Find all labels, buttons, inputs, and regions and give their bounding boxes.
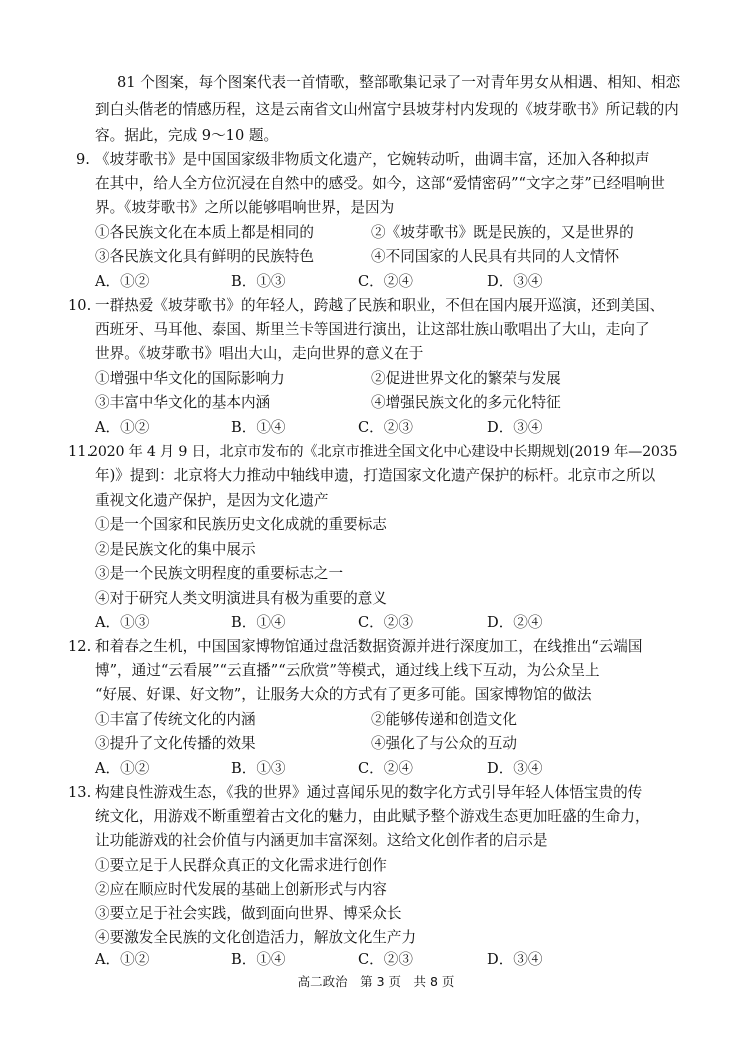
question-number: 13. — [68, 784, 92, 801]
option-item: ④要激发全民族的文化创造活力，解放文化生产力 — [95, 929, 417, 946]
question-stem: 《坡芽歌书》是中国国家级非物质文化遗产，它婉转动听，曲调丰富，还加入各种拟声 — [95, 151, 650, 168]
option-item: ④增强民族文化的多元化特征 — [371, 394, 561, 411]
answer-choice: D．③④ — [487, 273, 543, 290]
question-stem: 让功能游戏的社会价值与内涵更加丰富深刻。这给文化创作者的启示是 — [95, 832, 548, 849]
intro-line: 81 个图案，每个图案代表一首情歌，整部歌集记录了一对青年男女从相遇、相知、相恋 — [117, 74, 681, 91]
answer-choice: A．①② — [95, 760, 150, 777]
question-stem: 一群热爱《坡芽歌书》的年轻人，跨越了民族和职业，不但在国内展开巡演，还到美国、 — [95, 297, 665, 314]
option-item: ④对于研究人类文明演进具有极为重要的意义 — [95, 590, 387, 607]
question-stem: 博”，通过“云看展”“云直播”“云欣赏”等模式，通过线上线下互动，为公众呈上 — [95, 662, 600, 679]
answer-choice: B．①③ — [231, 273, 286, 290]
option-item: ①要立足于人民群众真正的文化需求进行创作 — [95, 857, 387, 874]
answer-choice: D．③④ — [487, 419, 543, 436]
question-stem: 2020 年 4 月 9 日，北京市发布的《北京市推进全国文化中心建设中长期规划(2019 年—2035 — [89, 444, 678, 460]
question-stem: 构建良性游戏生态，《我的世界》通过喜闻乐见的数字化方式引导年轻人体悟宝贵的传 — [95, 784, 643, 801]
option-item: ④强化了与公众的互动 — [371, 735, 517, 752]
question-number: 12. — [68, 638, 92, 655]
answer-choice: B．①④ — [231, 951, 286, 968]
answer-choice: A．①② — [95, 419, 150, 436]
question-stem: 统文化，用游戏不断重塑着古文化的魅力，由此赋予整个游戏生态更加旺盛的生命力， — [95, 808, 650, 825]
answer-choice: C．②④ — [358, 273, 413, 290]
question-stem: 界。《坡芽歌书》之所以能够唱响世界，是因为 — [95, 199, 395, 216]
option-item: ③要立足于社会实践，做到面向世界、博采众长 — [95, 905, 402, 922]
answer-choice: B．①④ — [231, 614, 286, 631]
answer-choice: C．②③ — [358, 614, 413, 631]
option-item: ③丰富中华文化的基本内涵 — [95, 394, 271, 411]
option-item: ④不同国家的人民具有共同的人文情怀 — [371, 248, 620, 265]
option-item: ②应在顺应时代发展的基础上创新形式与内容 — [95, 881, 387, 898]
option-item: ①各民族文化在本质上都是相同的 — [95, 224, 314, 241]
option-item: ②是民族文化的集中展示 — [95, 541, 256, 558]
intro-line: 到白头偕老的情感历程，这是云南省文山州富宁县坡芽村内发现的《坡芽歌书》所记载的内 — [95, 101, 679, 118]
answer-choice: C．②③ — [358, 419, 413, 436]
question-stem: 年)》提到：北京将大力推动中轴线申遗，打造国家文化遗产保护的标杆。北京市之所以 — [95, 467, 656, 484]
answer-choice: A．①② — [95, 273, 150, 290]
option-item: ②促进世界文化的繁荣与发展 — [371, 370, 561, 387]
question-number: 11. — [68, 443, 92, 460]
intro-line: 容。据此，完成 9～10 题。 — [95, 127, 279, 144]
option-item: ②《坡芽歌书》既是民族的，又是世界的 — [371, 224, 634, 241]
answer-choice: B．①③ — [231, 760, 286, 777]
answer-choice: D．③④ — [487, 951, 543, 968]
page-footer: 高二政治 第 3 页 共 8 页 — [297, 974, 455, 989]
question-number: 10. — [68, 297, 92, 314]
answer-choice: D．③④ — [487, 760, 543, 777]
question-stem: 在其中，给人全方位沉浸在自然中的感受。如今，这部“爱情密码”“文字之芽”已经唱响世 — [95, 175, 665, 192]
option-item: ③提升了文化传播的效果 — [95, 735, 256, 752]
answer-choice: A．①③ — [95, 614, 150, 631]
answer-choice: A．①② — [95, 951, 150, 968]
question-stem: 西班牙、马耳他、泰国、斯里兰卡等国进行演出，让这部壮族山歌唱出了大山，走向了 — [95, 321, 650, 338]
question-stem: “好展、好课、好文物”，让服务大众的方式有了更多可能。国家博物馆的做法 — [95, 686, 592, 703]
answer-choice: D．②④ — [487, 614, 543, 631]
question-stem: 重视文化遗产保护，是因为文化遗产 — [95, 492, 329, 509]
answer-choice: B．①④ — [231, 419, 286, 436]
answer-choice: C．②④ — [358, 760, 413, 777]
option-item: ①增强中华文化的国际影响力 — [95, 370, 285, 387]
option-item: ①是一个国家和民族历史文化成就的重要标志 — [95, 516, 387, 533]
question-number: 9. — [76, 151, 90, 168]
question-stem: 世界。《坡芽歌书》唱出大山，走向世界的意义在于 — [95, 345, 424, 362]
answer-choice: C．②③ — [358, 951, 413, 968]
option-item: ③是一个民族文明程度的重要标志之一 — [95, 565, 344, 582]
option-item: ③各民族文化具有鲜明的民族特色 — [95, 248, 314, 265]
option-item: ②能够传递和创造文化 — [371, 711, 517, 728]
question-stem: 和着春之生机，中国国家博物馆通过盘活数据资源并进行深度加工，在线推出“云端国 — [95, 638, 643, 655]
option-item: ①丰富了传统文化的内涵 — [95, 711, 256, 728]
